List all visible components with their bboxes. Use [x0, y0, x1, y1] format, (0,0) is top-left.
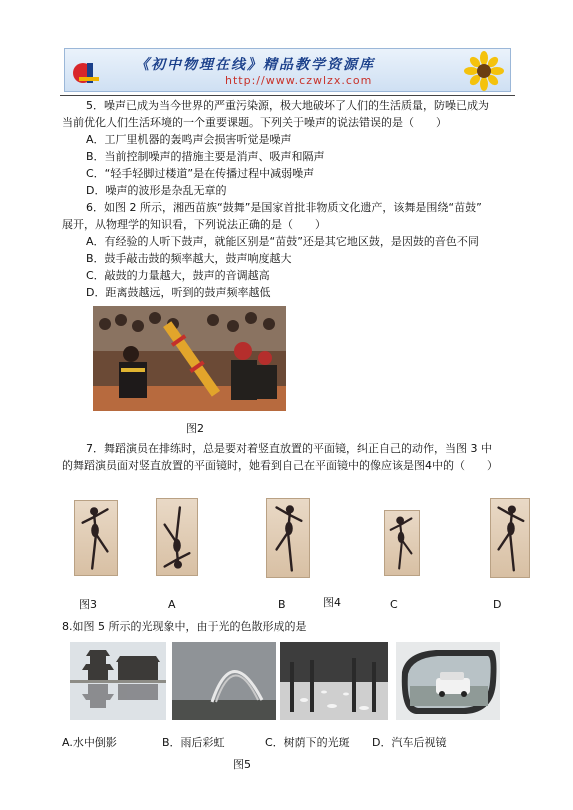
- q5-stem-line2: 当前优化人们生活环境的一个重要课题。下列关于噪声的说法错误的是（ ）: [62, 116, 447, 129]
- sunflower-icon: [464, 51, 504, 91]
- site-logo-icon: [71, 55, 103, 87]
- option-b-dancer-image[interactable]: [266, 498, 310, 578]
- figure3-dancer-image: [74, 500, 118, 576]
- q5-option-c: C．“轻手轻脚过楼道”是在传播过程中减弱噪声: [86, 167, 315, 180]
- q8-option-d: D．汽车后视镜: [372, 736, 447, 749]
- option-d-rearview-mirror-photo[interactable]: [396, 642, 500, 720]
- q5-option-b: B．当前控制噪声的措施主要是消声、吸声和隔声: [86, 150, 325, 163]
- option-a-dancer-image[interactable]: [156, 498, 198, 576]
- option-a-label: A: [168, 598, 176, 611]
- q8-option-c: C．树荫下的光斑: [265, 736, 350, 749]
- option-d-label: D: [493, 598, 502, 611]
- q6-stem-line1: 6．如图 2 所示，湘西苗族“鼓舞”是国家首批非物质文化遗产，该舞是围绕“苗鼓”: [86, 201, 482, 214]
- q6-stem-line2: 展开，从物理学的知识看，下列说法正确的是（ ）: [62, 218, 326, 231]
- q6-option-b: B．鼓手敲击鼓的频率越大，鼓声响度越大: [86, 252, 292, 265]
- q6-option-c: C．敲鼓的力量越大，鼓声的音调越高: [86, 269, 270, 282]
- q7-stem-line2: 的舞蹈演员面对竖直放置的平面镜时，她看到自己在平面镜中的像应该是图4中的（ ）: [62, 459, 498, 472]
- option-c-tree-shade-photo[interactable]: [280, 642, 388, 720]
- option-a-reflection-photo[interactable]: [70, 642, 166, 720]
- figure2-drum-dance-photo: [93, 306, 286, 411]
- option-b-label: B: [278, 598, 286, 611]
- option-b-rainbow-photo[interactable]: [172, 642, 276, 720]
- q5-option-a: A．工厂里机器的轰鸣声会损害听觉是噪声: [86, 133, 292, 146]
- q5-stem-line1: 5．噪声已成为当今世界的严重污染源，极大地破坏了人们的生活质量，防噪已成为: [86, 99, 489, 112]
- q8-option-a: A.水中倒影: [62, 736, 117, 749]
- option-c-label: C: [390, 598, 398, 611]
- q5-option-d: D．噪声的波形是杂乱无章的: [86, 184, 227, 197]
- q6-option-a: A．有经验的人听下鼓声，就能区别是“苗鼓”还是其它地区鼓，是因鼓的音色不同: [86, 235, 479, 248]
- figure2-caption: 图2: [186, 422, 204, 435]
- q8-stem: 8.如图 5 所示的光现象中，由于光的色散形成的是: [62, 620, 307, 633]
- figure5-caption: 图5: [233, 758, 251, 771]
- option-d-dancer-image[interactable]: [490, 498, 530, 578]
- header-banner: [64, 48, 511, 92]
- banner-url[interactable]: http://www.czwlzx.com: [225, 74, 373, 87]
- header-divider: [60, 95, 515, 96]
- banner-title: 《初中物理在线》精品教学资源库: [135, 57, 375, 73]
- figure4-caption: 图4: [323, 596, 341, 609]
- option-c-dancer-image[interactable]: [384, 510, 420, 576]
- figure3-caption: 图3: [79, 598, 97, 611]
- q6-option-d: D．距离鼓越远，听到的鼓声频率越低: [86, 286, 271, 299]
- q8-option-b: B．雨后彩虹: [162, 736, 225, 749]
- q7-stem-line1: 7．舞蹈演员在排练时，总是要对着竖直放置的平面镜，纠正自己的动作，当图 3 中: [86, 442, 492, 455]
